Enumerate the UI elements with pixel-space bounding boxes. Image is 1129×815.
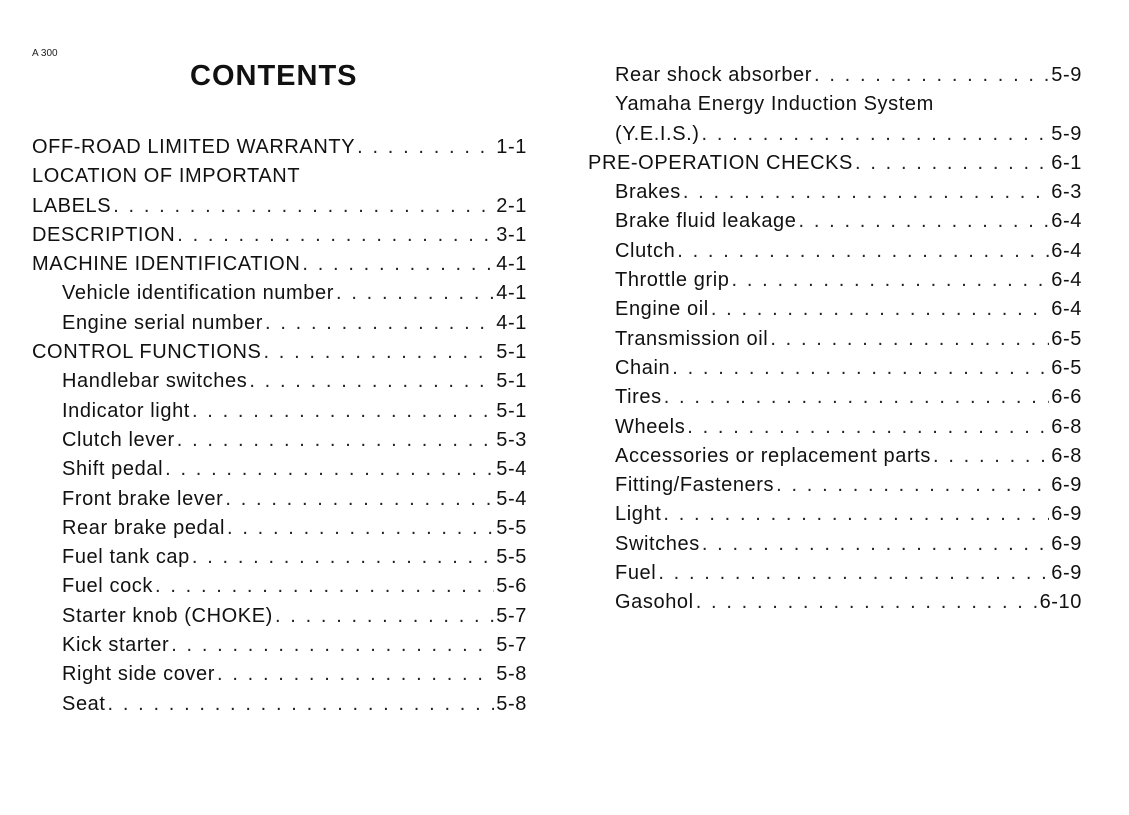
toc-entry-page-number: 5-1 [496,341,527,364]
toc-entry-page-number: 6-3 [1051,181,1082,204]
toc-entry-label: Seat [62,692,106,715]
toc-entry-label: Gasohol [615,591,694,614]
toc-entry-page-number: 6-5 [1051,356,1082,379]
toc-entry-page-number: 5-3 [496,428,527,451]
toc-entry-label: Clutch lever [62,428,175,451]
toc-entry-page-number: 4-1 [496,311,527,334]
toc-entry[interactable] [588,123,1082,152]
toc-entry[interactable] [588,93,1082,122]
page-title: CONTENTS [190,60,358,92]
toc-entry[interactable] [588,445,1082,474]
toc-entry-label: LOCATION OF IMPORTANT [32,165,301,188]
dot-leader [263,341,494,364]
toc-entry-page-number: 6-6 [1051,386,1082,409]
toc-entry[interactable] [32,136,527,165]
toc-entry-label: Chain [615,356,671,379]
toc-entry-page-number: 5-8 [496,692,527,715]
toc-entry-label: Engine serial number [62,311,263,334]
dot-leader [265,312,494,335]
dot-leader [155,575,494,598]
toc-entry-page-number: 5-1 [496,399,527,422]
toc-entry-label: MACHINE IDENTIFICATION [32,253,301,276]
toc-entry[interactable] [32,429,527,458]
toc-entry[interactable] [32,195,527,224]
toc-entry-page-number: 6-9 [1051,474,1082,497]
toc-entry-page-number: 6-9 [1051,503,1082,526]
toc-entry-page-number: 5-5 [496,516,527,539]
toc-entry-page-number: 6-4 [1051,239,1082,262]
toc-right-column [588,64,1082,621]
dot-leader [814,64,1049,87]
toc-entry[interactable] [32,488,527,517]
dot-leader [192,546,494,569]
toc-entry-label: Vehicle identification number [62,282,334,305]
toc-entry[interactable] [588,562,1082,591]
toc-entry[interactable] [588,591,1082,620]
toc-entry-label: PRE-OPERATION CHECKS [588,151,853,174]
dot-leader [165,458,494,481]
toc-entry[interactable] [32,517,527,546]
dot-leader [702,123,1050,146]
toc-entry[interactable] [588,64,1082,93]
toc-entry-page-number: 5-1 [496,370,527,393]
dot-leader [687,416,1049,439]
toc-entry-page-number: 5-9 [1051,122,1082,145]
toc-entry-label: Tires [615,386,662,409]
toc-entry[interactable] [588,298,1082,327]
toc-entry[interactable] [588,357,1082,386]
toc-entry-page-number: 5-7 [496,634,527,657]
toc-entry[interactable] [32,224,527,253]
toc-entry-page-number: 6-10 [1039,591,1082,614]
toc-entry-page-number: 5-8 [496,663,527,686]
dot-leader [711,298,1049,321]
toc-entry[interactable] [32,634,527,663]
dot-leader [302,253,494,276]
toc-entry-label: Wheels [615,415,686,438]
toc-entry-label: OFF-ROAD LIMITED WARRANTY [32,136,356,158]
toc-entry-label: DESCRIPTION [32,223,176,246]
dot-leader [702,533,1049,556]
dot-leader [799,210,1050,233]
toc-entry-page-number: 4-1 [496,282,527,305]
toc-entry-page-number: 5-4 [496,458,527,481]
dot-leader [933,445,1049,468]
toc-entry-label: Right side cover [62,663,215,686]
toc-entry-page-number: 6-9 [1051,562,1082,585]
toc-entry-page-number: 6-4 [1051,210,1082,233]
toc-entry-label: Throttle grip [615,269,730,292]
toc-entry-label: Switches [615,532,700,555]
toc-entry[interactable] [588,210,1082,239]
toc-entry-label: Fuel tank cap [62,546,190,569]
toc-entry-page-number: 2-1 [496,194,527,217]
dot-leader [672,357,1049,380]
toc-entry-label: Accessories or replacement parts [615,444,931,467]
toc-entry[interactable] [588,503,1082,532]
toc-entry-label: LABELS [32,194,112,217]
dot-leader [113,195,494,218]
dot-leader [336,282,494,305]
dot-leader [177,429,494,452]
toc-entry[interactable] [32,575,527,604]
toc-entry[interactable] [588,269,1082,298]
toc-entry[interactable] [588,386,1082,415]
dot-leader [658,562,1049,585]
toc-entry-page-number: 6-4 [1051,269,1082,292]
toc-entry[interactable] [32,693,527,722]
toc-entry-label: Handlebar switches [62,370,248,393]
dot-leader [177,224,494,247]
toc-entry-page-number: 6-8 [1051,415,1082,438]
toc-entry[interactable] [32,312,527,341]
toc-entry-label: Fitting/Fasteners [615,474,775,497]
toc-entry[interactable] [588,533,1082,562]
dot-leader [770,328,1049,351]
toc-entry-label: Indicator light [62,399,190,422]
dot-leader [225,488,494,511]
page-code: A 300 [32,48,58,59]
dot-leader [192,400,494,423]
dot-leader [171,634,494,657]
toc-entry-page-number: 6-5 [1051,327,1082,350]
toc-entry-label: Starter knob (CHOKE) [62,604,273,627]
toc-entry-label: Yamaha Energy Induction System [615,93,934,116]
toc-entry-label: Brakes [615,181,681,204]
toc-entry-page-number: 4-1 [496,253,527,276]
dot-leader [696,591,1038,614]
toc-entry-label: Transmission oil [615,327,769,350]
toc-entry-label: Rear brake pedal [62,516,226,539]
dot-leader [217,663,494,686]
toc-entry-page-number: 5-9 [1051,64,1082,86]
toc-entry[interactable] [588,181,1082,210]
toc-entry[interactable] [32,253,527,282]
toc-entry[interactable] [32,458,527,487]
dot-leader [275,605,494,628]
toc-entry[interactable] [588,328,1082,357]
dot-leader [664,386,1050,409]
dot-leader [683,181,1049,204]
toc-entry-page-number: 6-1 [1051,151,1082,174]
toc-entry[interactable] [32,282,527,311]
toc-entry-label: Shift pedal [62,458,164,481]
toc-entry[interactable] [588,152,1082,181]
toc-entry-label: Fuel cock [62,575,153,598]
toc-entry-page-number: 5-7 [496,604,527,627]
toc-entry[interactable] [588,474,1082,503]
toc-entry[interactable] [588,240,1082,269]
dot-leader [776,474,1049,497]
toc-entry-label: Rear shock absorber [615,64,813,86]
toc-entry-page-number: 5-6 [496,575,527,598]
toc-entry-page-number: 6-4 [1051,298,1082,321]
toc-entry-label: (Y.E.I.S.) [615,122,700,145]
dot-leader [663,503,1049,526]
toc-entry-page-number: 6-9 [1051,532,1082,555]
dot-leader [227,517,494,540]
toc-entry-label: Brake fluid leakage [615,210,797,233]
toc-entry[interactable] [32,546,527,575]
toc-entry[interactable] [32,341,527,370]
dot-leader [108,693,495,716]
toc-entry[interactable] [32,165,527,194]
toc-entry-page-number: 3-1 [496,223,527,246]
toc-entry[interactable] [32,370,527,399]
toc-entry-label: Fuel [615,562,657,585]
toc-left-column [32,136,527,722]
toc-entry-label: CONTROL FUNCTIONS [32,341,262,364]
toc-entry-label: Light [615,503,662,526]
toc-entry-label: Clutch [615,239,676,262]
toc-entry-page-number: 5-5 [496,546,527,569]
toc-entry-page-number: 5-4 [496,487,527,510]
toc-entry-label: Kick starter [62,634,170,657]
dot-leader [732,269,1050,292]
toc-entry-page-number: 1-1 [496,136,527,158]
toc-entry[interactable] [32,400,527,429]
dot-leader [855,152,1049,175]
toc-entry-page-number: 6-8 [1051,444,1082,467]
dot-leader [677,240,1049,263]
toc-entry[interactable] [32,663,527,692]
dot-leader [357,136,494,159]
toc-entry[interactable] [588,416,1082,445]
toc-entry[interactable] [32,605,527,634]
dot-leader [249,370,494,393]
toc-entry-label: Engine oil [615,298,709,321]
toc-entry-label: Front brake lever [62,487,224,510]
